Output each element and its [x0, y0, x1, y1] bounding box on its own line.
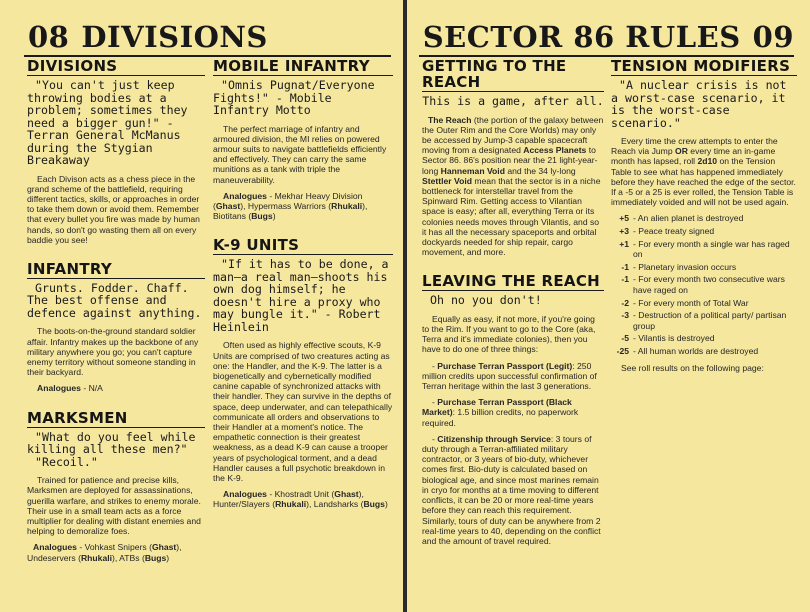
- analogues-text: ), Hypermass Warriors (: [240, 200, 332, 211]
- body-text: every time an in-game month has lapsed, roll: [611, 146, 776, 167]
- faction-name: Bugs: [251, 211, 273, 222]
- section-quote: "Omnis Pugnat/Everyone Fights!" - Mobile Infantry Motto: [213, 78, 375, 117]
- tension-modifier: [611, 262, 797, 273]
- analogues-label: Analogues: [33, 542, 77, 553]
- tension-modifier: [611, 213, 797, 224]
- faction-name: Bugs: [363, 499, 385, 510]
- page-header: [28, 20, 268, 54]
- faction-name: Bugs: [144, 552, 167, 563]
- modifier-desc-text: For every month of Total War: [638, 297, 749, 308]
- passport-option: - Purchase Terran Passport (Legit): 250 million credits upon successful confirmation of Terran heritage within the last 3 generations.: [422, 360, 597, 392]
- modifier-value: -2: [621, 297, 629, 308]
- right-column-2: [611, 58, 797, 389]
- page-number: 08: [28, 20, 70, 54]
- modifier-value: -3: [621, 310, 629, 321]
- passport-option: - Citizenship through Service: 3 tours of duty through a Terran-affiliated military contractor, or 3 years of bio-duty, whichever comes first. Bio-duty is calculated based on biological age, and since most marines remain in cryo for months at a time moving to different conflicts, it can be 20 or more real-time years before they can reach this requirement. Similarly, tours of duty can be anywhere from 2 real-time years to 40, depending on the conflict and the amount of travel required.: [422, 433, 601, 546]
- section-body: Trained for patience and precise kills, Marksmen are deployed for assassinations, guerilla warfare, and strikes to enemy morale. Their use in a small team acts as a force multiplier for dealing with distant enemies and helping to demoralize foes.: [27, 475, 201, 537]
- tension-modifier: [611, 333, 797, 344]
- modifier-desc-text: For every month a single war has raged on: [633, 238, 790, 260]
- section-body: The perfect marriage of infantry and armoured division, the MI relies on powered armour suits to navigate battlefields efficiently and effectively. They can carry the same munitions as a tank with triple the maneuverability.: [213, 123, 387, 185]
- option-label: Purchase Terran Passport (Legit): [437, 360, 573, 371]
- tension-modifier: [611, 239, 797, 260]
- analogues-text: ), ATBs (: [112, 552, 145, 563]
- analogues-text: ): [384, 499, 388, 510]
- faction-name: Ghast: [151, 542, 177, 553]
- option-text: : 3 tours of duty through a Terran-affiliated military contractor, or 3 years of bio-duty, whichever comes first. Bio-duty is calculated based on biological age, and since most marines remain in cryo for months at a time moving to different conflicts, it can be 20 or more real-time years before they can reach this requirement. Similarly, tours of duty can be anywhere from 2 real-time years to 40, depending on the conflict and the amount of travel required.: [422, 433, 601, 546]
- analogues-text: - N/A: [80, 383, 103, 394]
- modifier-desc-text: Destruction of a political party/ partisan group: [633, 310, 787, 331]
- analogues-text: ), Landsharks (: [306, 499, 364, 510]
- term: OR: [675, 146, 688, 157]
- page-title: DIVISIONS: [81, 20, 268, 54]
- right-page: [407, 0, 810, 612]
- page-title: SECTOR 86 RULES: [422, 20, 741, 54]
- section-quote: Grunts. Fodder. Chaff. The best offense and defence against anything.: [27, 280, 202, 320]
- option-text: : 1.5 billion credits, no paperwork required.: [422, 407, 579, 428]
- tension-modifier: [611, 346, 797, 357]
- modifier-desc: - Destruction of a political party/ partisan group: [633, 310, 787, 331]
- marksmen-section: [27, 410, 205, 563]
- term: Access Planets: [523, 145, 587, 156]
- modifier-value: +5: [619, 213, 629, 224]
- body-text: and the 34 ly-long: [504, 165, 576, 176]
- term: Hanneman Void: [440, 165, 505, 176]
- body-text: (the portion of the galaxy between the Outer Rim and the Core Worlds) may only be accessed by Jump-3 capable spacecraft moving from a designated: [422, 114, 604, 156]
- modifier-desc: - For every month two consecutive wars have raged on: [633, 274, 785, 295]
- body-text: Every time the crew attempts to enter the Reach via Jump: [611, 136, 778, 157]
- body-text: on the Tension Table to see what has happened immediately before they have reached the edge of the sector. If a -5 or a 25 is ever rolled, the Tension Table is immediately voided and will not be used again.: [611, 156, 796, 208]
- tension-modifier-list: [611, 213, 797, 356]
- right-column-1: [422, 58, 604, 562]
- modifier-desc-text: Vilantis is destroyed: [638, 333, 715, 344]
- tension-modifier: [611, 298, 797, 309]
- section-body: The boots-on-the-ground standard soldier affair. Infantry makes up the backbone of any military anywhere you go; you can't capture enemy territory without someone standing in their backyard.: [27, 326, 199, 378]
- analogues-text: ), Hunter/Slayers (: [213, 489, 364, 510]
- term: Stettler Void: [422, 175, 472, 186]
- section-quote: "A nuclear crisis is not a worst-case scenario, it is the worst-case scenario.": [611, 78, 787, 130]
- modifier-value: +3: [619, 226, 629, 237]
- term: The Reach: [428, 114, 472, 125]
- body-text: mean that the sector is in a niche bottleneck for interstellar travel from the Spinward Rim. Getting access to Vilantian space is easy; after all, everything Terra or its colonies needs moves through Vilantis, and so it has all the necessary spaceports and orbital dockyards needed for ship repair, cargo movement, and more.: [422, 175, 601, 258]
- modifier-desc-text: Planetary invasion occurs: [638, 261, 737, 272]
- analogues-text: ), Biotitans (: [213, 200, 368, 222]
- option-text: : 250 million credits upon successful confirmation of Terran heritage within the last 3 generations.: [422, 360, 597, 392]
- mobile-infantry-section: [213, 58, 393, 221]
- section-quote: [27, 431, 205, 469]
- section-title: INFANTRY: [27, 261, 205, 279]
- infantry-section: [27, 261, 205, 394]
- modifier-value: -1: [621, 261, 629, 272]
- roll-results-note: See roll results on the following page:: [621, 362, 764, 373]
- analogues-label: Analogues: [37, 383, 81, 394]
- option-label: Citizenship through Service: [437, 433, 551, 444]
- section-title: MARKSMEN: [27, 410, 205, 428]
- modifier-desc: - Vilantis is destroyed: [633, 333, 715, 344]
- faction-name: Ghast: [334, 489, 359, 500]
- section-quote: "You can't just keep throwing bodies at a problem; sometimes they need a bigger gun!" - Terran General McManus during the Stygian Breakaway: [27, 78, 188, 167]
- analogues-text: ): [166, 552, 170, 563]
- modifier-value: -5: [621, 333, 629, 344]
- analogues: [27, 383, 205, 393]
- divisions-section: [27, 58, 205, 245]
- section-title: K-9 UNITS: [213, 237, 393, 255]
- analogues-text: - Mekhar Heavy Division (: [213, 190, 363, 211]
- analogues: [213, 191, 393, 222]
- modifier-desc: - For every month a single war has raged on: [633, 238, 790, 260]
- section-body: Each Divison acts as a chess piece in the grand scheme of the battlefield, requiring different tactics, skills, or approaches in order to take them down or avoid them. Remember that every bullet you fire was made by human hands, so don't go wasting them all on every baddie you see!: [27, 173, 200, 245]
- faction-name: Ghast: [215, 200, 241, 211]
- section-title: LEAVING THE REACH: [422, 273, 604, 291]
- faction-name: Rhukali: [331, 200, 363, 211]
- modifier-value: -1: [621, 274, 629, 285]
- analogues-text: ): [272, 211, 276, 222]
- section-title: TENSION MODIFIERS: [611, 58, 797, 76]
- section-body: Equally as easy, if not more, if you're going to the Rim. If you want to go to the Core (aka, Terra and it's immediate colonies), then you have to do one of three things:: [422, 313, 596, 355]
- page-header: [423, 20, 794, 54]
- term: 2d10: [697, 156, 718, 167]
- modifier-desc: - All human worlds are destroyed: [633, 345, 759, 356]
- analogues-label: Analogues: [223, 489, 267, 500]
- analogues-text: - Vohkast Snipers (: [76, 542, 152, 553]
- modifier-desc-text: For every month two consecutive wars have raged on: [633, 274, 785, 295]
- tension-modifiers-section: [611, 58, 797, 373]
- modifier-value: -25: [616, 345, 629, 356]
- modifier-desc-text: An alien planet is destroyed: [637, 213, 744, 224]
- section-quote: Oh no you don't!: [430, 293, 542, 308]
- leaving-reach-section: [422, 273, 604, 546]
- modifier-desc: - Planetary invasion occurs: [633, 261, 737, 272]
- body-text: to Sector 86. 86's position near the 21 light-year-long: [422, 145, 598, 176]
- quote-line: "What do you feel while killing all these men?": [27, 429, 196, 457]
- getting-to-reach-section: [422, 58, 604, 257]
- modifier-desc-text: Peace treaty signed: [638, 226, 715, 237]
- section-body: [611, 136, 797, 207]
- tension-modifier: [611, 310, 797, 331]
- faction-name: Rhukali: [275, 499, 307, 510]
- modifier-desc: - An alien planet is destroyed: [633, 213, 744, 224]
- k9-units-section: [213, 237, 393, 509]
- left-column-1: [27, 58, 205, 579]
- option-label: Purchase Terran Passport (Black Market): [422, 397, 572, 418]
- modifier-desc: - For every month of Total War: [633, 297, 749, 308]
- left-page: [0, 0, 403, 612]
- tension-modifier: [611, 274, 797, 295]
- section-quote: This is a game, after all.: [422, 94, 604, 108]
- tension-modifier: [611, 226, 797, 237]
- section-body: Often used as highly effective scouts, K-9 Units are comprised of two creatures acting as one: the Handler, and the K-9. The latter is a biogenetically and cybernetically modified canine capable of synchronized attacks with their handler. They can survive in the depths of space, deep underwater, and can telepathically communicate all orders and observations to their Handler at a moment's notice. The empathetic connection is their greatest weakness, as a dead K-9 can cause a trooper years of psychological torment, and a dead Handler causes a full psychotic breakdown in the K-9.: [213, 340, 393, 483]
- section-title: GETTING TO THE REACH: [422, 58, 604, 92]
- analogues: [213, 489, 393, 509]
- analogues-text: - Khostradt Unit (: [266, 489, 335, 500]
- section-title: MOBILE INFANTRY: [213, 58, 393, 76]
- section-quote: "If it has to be done, a man—a real man—shoots his own dog himself; he doesn't hire a proxy who may bungle it." - Robert Heinlein: [213, 257, 389, 334]
- passport-option: - Purchase Terran Passport (Black Market): 1.5 billion credits, no paperwork required.: [422, 397, 579, 428]
- faction-name: Rhukali: [80, 552, 113, 563]
- analogues-label: Analogues: [223, 190, 267, 201]
- left-column-2: [213, 58, 393, 526]
- page-number: 09: [752, 20, 794, 54]
- modifier-value: +1: [619, 238, 629, 249]
- modifier-desc-text: All human worlds are destroyed: [637, 345, 759, 356]
- analogues-text: ), Undeservers (: [27, 542, 182, 563]
- analogues: [27, 542, 205, 562]
- section-title: DIVISIONS: [27, 58, 205, 76]
- modifier-desc: - Peace treaty signed: [633, 226, 715, 237]
- section-body: [422, 115, 604, 258]
- quote-line: "Recoil.": [35, 454, 98, 469]
